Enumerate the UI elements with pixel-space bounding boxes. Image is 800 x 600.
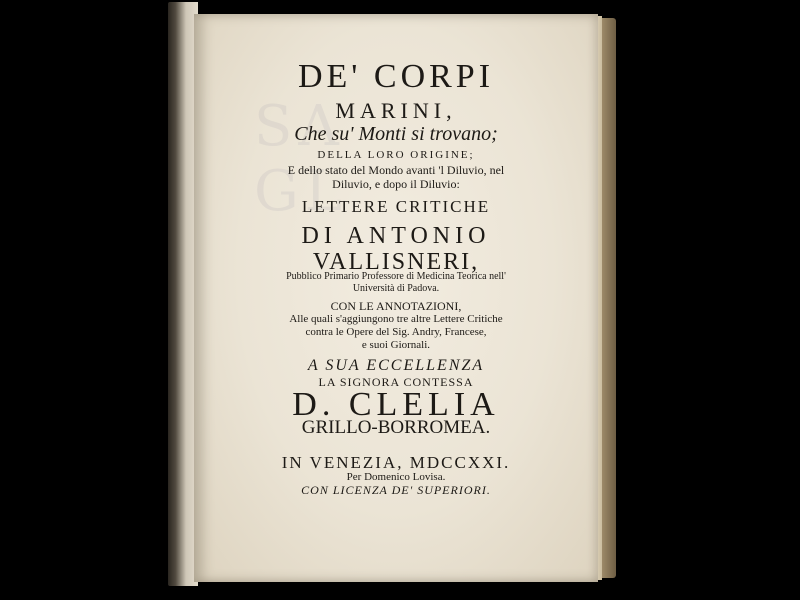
imprint-place-date: IN VENEZIA, MDCCXXI. [281,453,511,472]
main-title: DE' CORPI [297,58,495,95]
book [168,2,616,586]
annotations-line-2: contra le Opere del Sig. Andry, Francese, [305,326,487,338]
dedicatee-name: D. CLELIA [292,386,500,423]
subtitle-line-5: E dello stato del Mondo avanti 'l Diluvio, nel [287,163,505,177]
annotations-line-1: Alle quali s'aggiungono tre altre Lettere Critiche [289,313,503,325]
dedication-line-1: A SUA ECCELLENZA [307,357,485,374]
imprint-printer: Per Domenico Lovisa. [346,471,446,483]
subtitle-line-6: Diluvio, e dopo il Diluvio: [332,177,460,191]
title-text-block [194,14,598,582]
subtitle: Che su' Monti si trovano; [294,123,498,145]
show-through-bleed: SA GL [254,94,348,224]
annotations-line-3: e suoi Giornali. [361,339,431,351]
main-title-line-2: MARINI, [335,98,457,123]
author-line-2: VALLISNERI, [312,249,480,275]
author-line-1: DI ANTONIO [301,223,491,249]
dedication-line-2: LA SIGNORA CONTESSA [318,375,474,389]
author-title-1: Pubblico Primario Professore di Medicina Teorica nell' [286,271,506,282]
author-title-2: Università di Padova. [352,283,440,294]
imprint-license: CON LICENZA DE' SUPERIORI. [301,483,491,497]
dedicatee-surname: GRILLO-BORROMEA. [301,417,491,438]
genre-line: LETTERE CRITICHE [301,197,491,216]
title-page [194,14,598,582]
annotations-heading: CON LE ANNOTAZIONI, [330,299,462,313]
subtitle-origin: DELLA LORO ORIGINE; [317,149,475,161]
